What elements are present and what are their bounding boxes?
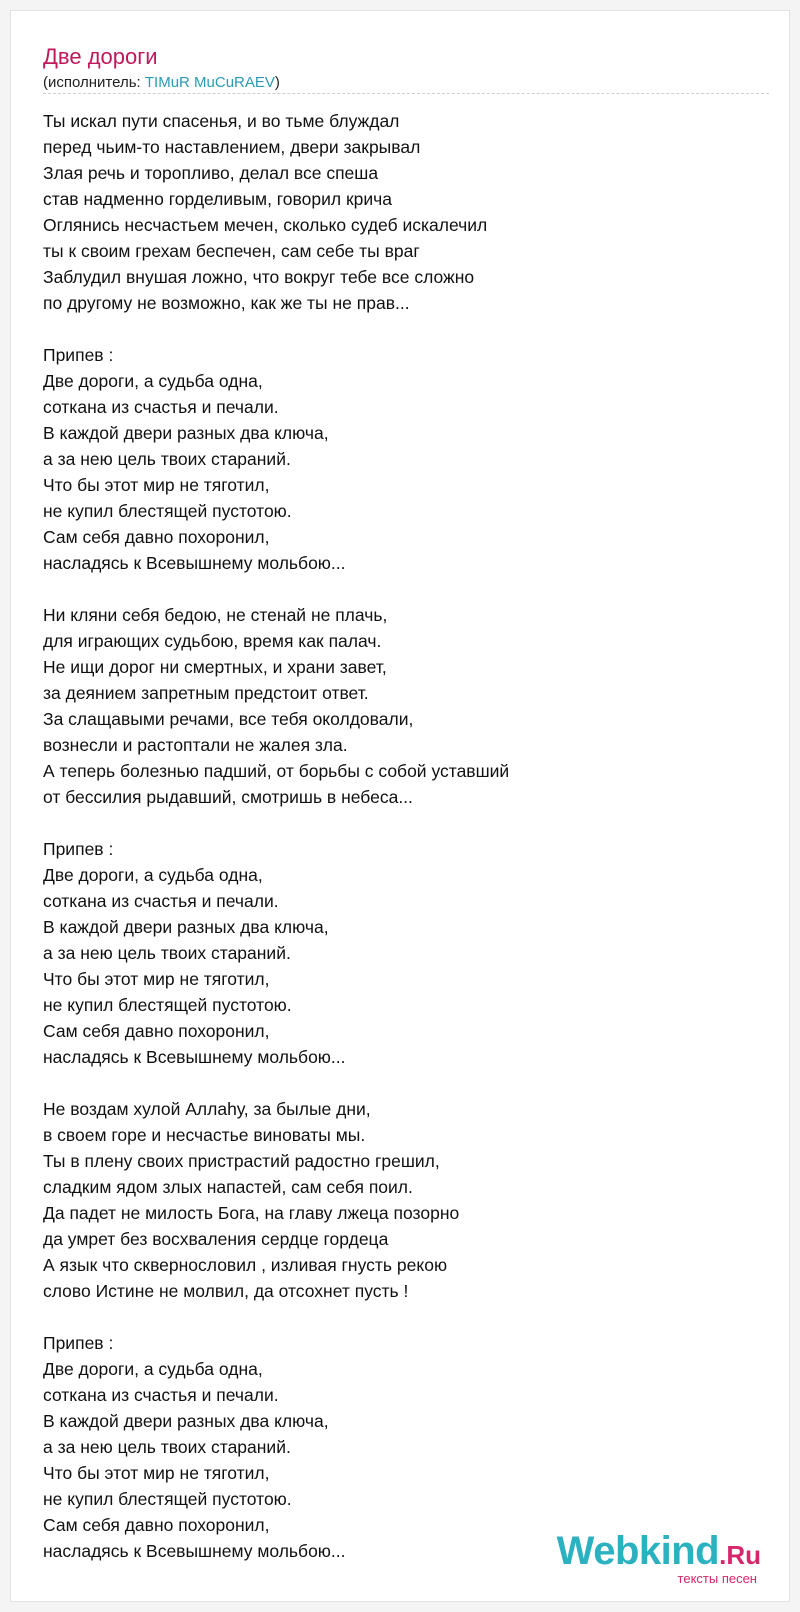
lyric-line: Ты искал пути спасенья, и во тьме блуждал <box>43 111 400 131</box>
lyric-line: А теперь болезнью падший, от борьбы с собой уставший <box>43 761 510 781</box>
lyric-line: Две дороги, а судьба одна, <box>43 1359 263 1379</box>
lyrics-stanza <box>43 108 763 316</box>
lyric-line: Что бы этот мир не тяготил, <box>43 475 270 495</box>
lyric-line: в своем горе и несчастье виноваты мы. <box>43 1125 366 1145</box>
lyrics-stanza <box>43 342 763 576</box>
song-title: Две дороги <box>43 44 158 69</box>
site-logo[interactable] <box>556 1529 761 1586</box>
lyric-line: Да падет не милость Бога, на главу лжеца позорно <box>43 1203 460 1223</box>
lyric-line: Ни кляни себя бедою, не стенай не плачь, <box>43 605 388 625</box>
lyric-line: перед чьим-то наставлением, двери закрывал <box>43 137 421 157</box>
lyric-line: Сам себя давно похоронил, <box>43 1515 270 1535</box>
lyrics-stanza <box>43 1096 763 1304</box>
lyric-line: Припев : <box>43 1333 114 1353</box>
artist-suffix: ) <box>274 74 280 91</box>
lyric-line: Сам себя давно похоронил, <box>43 1021 270 1041</box>
lyric-line: Не ищи дорог ни смертных, и храни завет, <box>43 657 387 677</box>
lyric-line: вознесли и растоптали не жалея зла. <box>43 735 348 755</box>
logo-tld: .Ru <box>719 1540 761 1570</box>
lyrics-body <box>43 108 763 1590</box>
lyric-line: Припев : <box>43 839 114 859</box>
lyric-line: а за нею цель твоих стараний. <box>43 943 291 963</box>
artist-line <box>43 73 280 93</box>
lyric-line: Припев : <box>43 345 114 365</box>
lyric-line: по другому не возможно, как же ты не прав... <box>43 293 410 313</box>
lyric-line: для играющих судьбою, время как палач. <box>43 631 382 651</box>
lyric-line: насладясь к Всевышнему мольбою... <box>43 1047 346 1067</box>
lyric-line: Оглянись несчастьем мечен, сколько судеб искалечил <box>43 215 488 235</box>
lyric-line: а за нею цель твоих стараний. <box>43 449 291 469</box>
lyric-line: а за нею цель твоих стараний. <box>43 1437 291 1457</box>
lyric-line: соткана из счастья и печали. <box>43 891 279 911</box>
artist-link[interactable]: TIMuR MuCuRAEV <box>144 74 275 91</box>
lyric-line: В каждой двери разных два ключа, <box>43 423 329 443</box>
lyric-line: В каждой двери разных два ключа, <box>43 917 329 937</box>
logo-tagline: тексты песен <box>677 1571 757 1586</box>
lyric-line: За слащавыми речами, все тебя околдовали, <box>43 709 414 729</box>
lyric-line: за деянием запретным предстоит ответ. <box>43 683 369 703</box>
lyric-line: став надменно горделивым, говорил крича <box>43 189 392 209</box>
lyric-line: слово Истине не молвил, да отсохнет пусть ! <box>43 1281 409 1301</box>
lyric-line: Не воздам хулой Аллаhу, за былые дни, <box>43 1099 371 1119</box>
lyric-line: Две дороги, а судьба одна, <box>43 865 263 885</box>
lyric-line: соткана из счастья и печали. <box>43 397 279 417</box>
lyric-line: А язык что сквернословил , изливая гнусть рекою <box>43 1255 448 1275</box>
title-divider <box>43 93 769 94</box>
lyric-line: Что бы этот мир не тяготил, <box>43 1463 270 1483</box>
lyric-line: соткана из счастья и печали. <box>43 1385 279 1405</box>
lyrics-stanza <box>43 602 763 810</box>
lyrics-card <box>10 10 790 1602</box>
lyric-line: Сам себя давно похоронил, <box>43 527 270 547</box>
lyric-line: да умрет без восхваления сердце гордеца <box>43 1229 389 1249</box>
artist-prefix: (исполнитель: <box>43 74 145 91</box>
lyric-line: ты к своим грехам беспечен, сам себе ты враг <box>43 241 420 261</box>
lyric-line: Что бы этот мир не тяготил, <box>43 969 270 989</box>
lyric-line: от бессилия рыдавший, смотришь в небеса... <box>43 787 413 807</box>
lyric-line: не купил блестящей пустотою. <box>43 1489 292 1509</box>
logo-wordmark: Webkind <box>556 1529 720 1573</box>
lyric-line: не купил блестящей пустотою. <box>43 501 292 521</box>
lyric-line: не купил блестящей пустотою. <box>43 995 292 1015</box>
lyric-line: Злая речь и торопливо, делал все спеша <box>43 163 379 183</box>
lyric-line: насладясь к Всевышнему мольбою... <box>43 553 346 573</box>
lyric-line: насладясь к Всевышнему мольбою... <box>43 1541 346 1561</box>
lyrics-stanza <box>43 836 763 1070</box>
lyric-line: Ты в плену своих пристрастий радостно грешил, <box>43 1151 440 1171</box>
lyric-line: В каждой двери разных два ключа, <box>43 1411 329 1431</box>
lyric-line: Заблудил внушая ложно, что вокруг тебе все сложно <box>43 267 475 287</box>
lyric-line: Две дороги, а судьба одна, <box>43 371 263 391</box>
lyric-line: сладким ядом злых напастей, сам себя поил. <box>43 1177 413 1197</box>
